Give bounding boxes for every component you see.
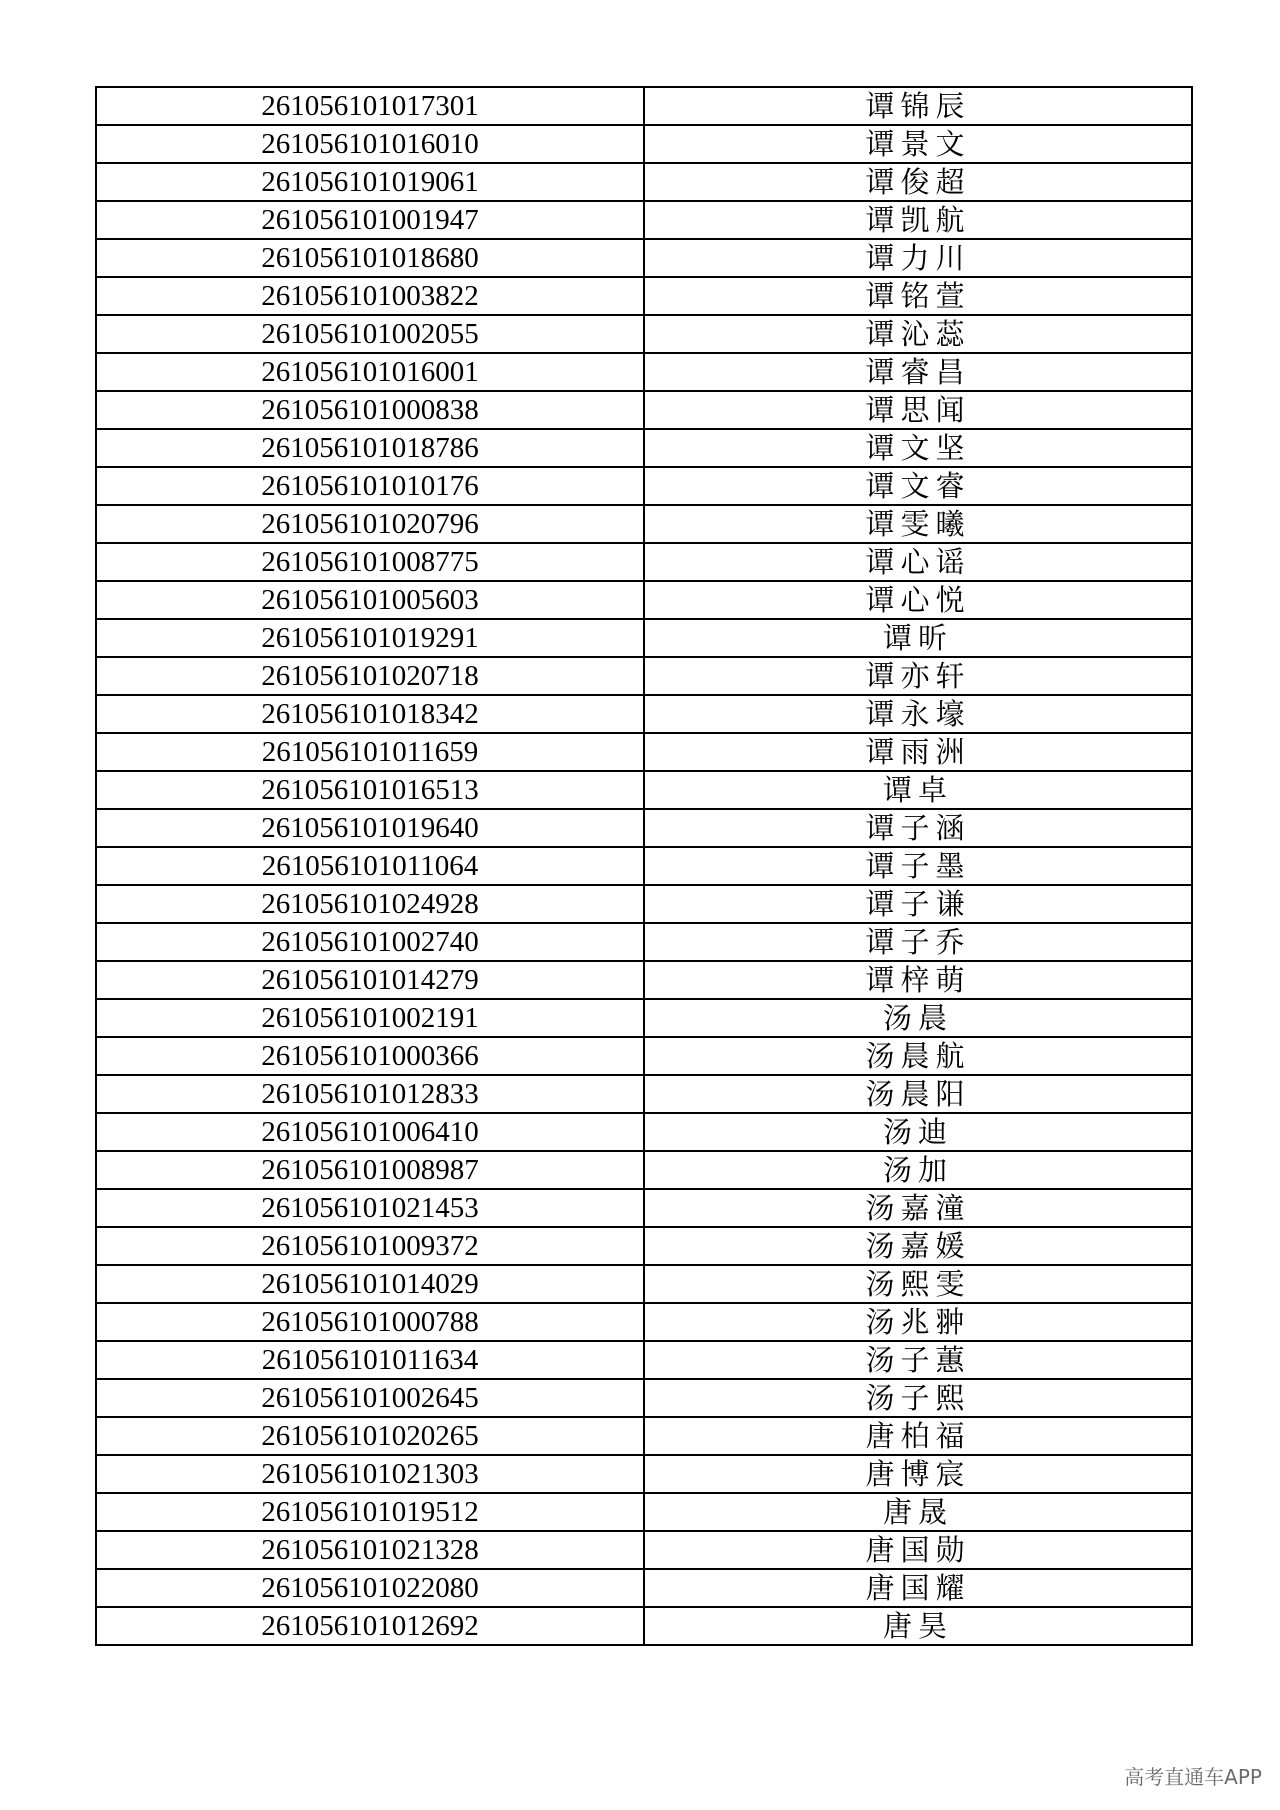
candidate-id-cell: 261056101019291 <box>96 619 644 657</box>
candidate-name-cell: 谭思闻 <box>644 391 1192 429</box>
candidate-name-cell: 谭梓萌 <box>644 961 1192 999</box>
candidate-id-cell: 261056101005603 <box>96 581 644 619</box>
table-row <box>96 277 1192 315</box>
candidate-id-cell: 261056101010176 <box>96 467 644 505</box>
candidate-name-cell: 汤晨阳 <box>644 1075 1192 1113</box>
candidate-id-cell: 261056101008987 <box>96 1151 644 1189</box>
candidate-name-cell: 谭凯航 <box>644 201 1192 239</box>
candidate-name-cell: 唐博宸 <box>644 1455 1192 1493</box>
candidate-id-cell: 261056101003822 <box>96 277 644 315</box>
candidate-name-cell: 谭亦轩 <box>644 657 1192 695</box>
candidate-id-cell: 261056101011064 <box>96 847 644 885</box>
table-row <box>96 353 1192 391</box>
candidate-id-cell: 261056101006410 <box>96 1113 644 1151</box>
candidate-name-cell: 谭睿昌 <box>644 353 1192 391</box>
candidate-id-cell: 261056101000366 <box>96 1037 644 1075</box>
table-row <box>96 999 1192 1037</box>
candidate-id-cell: 261056101016513 <box>96 771 644 809</box>
candidate-name-cell: 谭卓 <box>644 771 1192 809</box>
candidate-name-cell: 汤兆翀 <box>644 1303 1192 1341</box>
candidate-table-body <box>96 87 1192 1645</box>
table-row <box>96 1303 1192 1341</box>
table-row <box>96 961 1192 999</box>
candidate-name-cell: 谭文睿 <box>644 467 1192 505</box>
candidate-name-cell: 唐国勋 <box>644 1531 1192 1569</box>
table-row <box>96 1607 1192 1645</box>
candidate-name-cell: 汤迪 <box>644 1113 1192 1151</box>
table-row <box>96 923 1192 961</box>
table-row <box>96 885 1192 923</box>
candidate-name-cell: 唐柏福 <box>644 1417 1192 1455</box>
candidate-id-cell: 261056101002645 <box>96 1379 644 1417</box>
candidate-name-cell: 谭子乔 <box>644 923 1192 961</box>
candidate-name-cell: 汤子熙 <box>644 1379 1192 1417</box>
table-row <box>96 1265 1192 1303</box>
candidate-name-cell: 谭子涵 <box>644 809 1192 847</box>
candidate-id-cell: 261056101001947 <box>96 201 644 239</box>
candidate-id-cell: 261056101021328 <box>96 1531 644 1569</box>
candidate-id-cell: 261056101020718 <box>96 657 644 695</box>
table-row <box>96 733 1192 771</box>
candidate-name-cell: 谭景文 <box>644 125 1192 163</box>
table-row <box>96 239 1192 277</box>
candidate-id-cell: 261056101002740 <box>96 923 644 961</box>
table-row <box>96 87 1192 125</box>
table-row <box>96 657 1192 695</box>
candidate-id-cell: 261056101020265 <box>96 1417 644 1455</box>
candidate-name-cell: 谭子谦 <box>644 885 1192 923</box>
candidate-id-cell: 261056101014029 <box>96 1265 644 1303</box>
candidate-id-cell: 261056101018342 <box>96 695 644 733</box>
candidate-id-cell: 261056101012833 <box>96 1075 644 1113</box>
candidate-name-cell: 谭锦辰 <box>644 87 1192 125</box>
candidate-id-cell: 261056101002055 <box>96 315 644 353</box>
table-row <box>96 163 1192 201</box>
candidate-name-cell: 汤嘉媛 <box>644 1227 1192 1265</box>
candidate-name-cell: 唐昊 <box>644 1607 1192 1645</box>
candidate-id-cell: 261056101021303 <box>96 1455 644 1493</box>
table-row <box>96 505 1192 543</box>
table-row <box>96 1151 1192 1189</box>
candidate-id-cell: 261056101018680 <box>96 239 644 277</box>
candidate-id-cell: 261056101021453 <box>96 1189 644 1227</box>
candidate-id-cell: 261056101012692 <box>96 1607 644 1645</box>
candidate-id-cell: 261056101016001 <box>96 353 644 391</box>
table-row <box>96 429 1192 467</box>
table-row <box>96 315 1192 353</box>
candidate-name-cell: 谭昕 <box>644 619 1192 657</box>
candidate-name-cell: 谭文坚 <box>644 429 1192 467</box>
table-row <box>96 847 1192 885</box>
candidate-name-cell: 汤晨 <box>644 999 1192 1037</box>
table-row <box>96 1037 1192 1075</box>
table-row <box>96 391 1192 429</box>
candidate-name-cell: 谭力川 <box>644 239 1192 277</box>
candidate-name-cell: 谭铭萱 <box>644 277 1192 315</box>
candidate-id-cell: 261056101011659 <box>96 733 644 771</box>
candidate-id-cell: 261056101016010 <box>96 125 644 163</box>
table-row <box>96 201 1192 239</box>
table-row <box>96 1227 1192 1265</box>
candidate-name-cell: 汤晨航 <box>644 1037 1192 1075</box>
candidate-id-cell: 261056101008775 <box>96 543 644 581</box>
candidate-name-cell: 谭俊超 <box>644 163 1192 201</box>
candidate-name-cell: 谭子墨 <box>644 847 1192 885</box>
candidate-name-cell: 汤加 <box>644 1151 1192 1189</box>
candidate-name-cell: 汤熙雯 <box>644 1265 1192 1303</box>
candidate-table-container <box>95 86 1191 1646</box>
table-row <box>96 125 1192 163</box>
candidate-table <box>95 86 1193 1646</box>
table-row <box>96 1379 1192 1417</box>
table-row <box>96 695 1192 733</box>
candidate-id-cell: 261056101002191 <box>96 999 644 1037</box>
table-row <box>96 543 1192 581</box>
table-row <box>96 1569 1192 1607</box>
candidate-name-cell: 汤子蕙 <box>644 1341 1192 1379</box>
table-row <box>96 771 1192 809</box>
table-row <box>96 1341 1192 1379</box>
table-row <box>96 1189 1192 1227</box>
watermark-text: 高考直通车APP <box>1124 1765 1262 1789</box>
candidate-id-cell: 261056101009372 <box>96 1227 644 1265</box>
table-row <box>96 1075 1192 1113</box>
candidate-name-cell: 唐国耀 <box>644 1569 1192 1607</box>
candidate-id-cell: 261056101000788 <box>96 1303 644 1341</box>
candidate-name-cell: 汤嘉潼 <box>644 1189 1192 1227</box>
candidate-name-cell: 谭心谣 <box>644 543 1192 581</box>
candidate-id-cell: 261056101011634 <box>96 1341 644 1379</box>
candidate-name-cell: 谭雨洲 <box>644 733 1192 771</box>
candidate-id-cell: 261056101017301 <box>96 87 644 125</box>
table-row <box>96 809 1192 847</box>
candidate-id-cell: 261056101022080 <box>96 1569 644 1607</box>
table-row <box>96 581 1192 619</box>
candidate-id-cell: 261056101018786 <box>96 429 644 467</box>
candidate-id-cell: 261056101000838 <box>96 391 644 429</box>
table-row <box>96 1493 1192 1531</box>
table-row <box>96 1417 1192 1455</box>
candidate-id-cell: 261056101019512 <box>96 1493 644 1531</box>
candidate-name-cell: 谭沁蕊 <box>644 315 1192 353</box>
candidate-name-cell: 谭心悦 <box>644 581 1192 619</box>
candidate-id-cell: 261056101019640 <box>96 809 644 847</box>
candidate-name-cell: 谭雯曦 <box>644 505 1192 543</box>
table-row <box>96 1531 1192 1569</box>
candidate-id-cell: 261056101019061 <box>96 163 644 201</box>
table-row <box>96 1113 1192 1151</box>
candidate-name-cell: 唐晟 <box>644 1493 1192 1531</box>
table-row <box>96 1455 1192 1493</box>
table-row <box>96 467 1192 505</box>
candidate-id-cell: 261056101024928 <box>96 885 644 923</box>
candidate-name-cell: 谭永壕 <box>644 695 1192 733</box>
candidate-id-cell: 261056101014279 <box>96 961 644 999</box>
table-row <box>96 619 1192 657</box>
candidate-id-cell: 261056101020796 <box>96 505 644 543</box>
